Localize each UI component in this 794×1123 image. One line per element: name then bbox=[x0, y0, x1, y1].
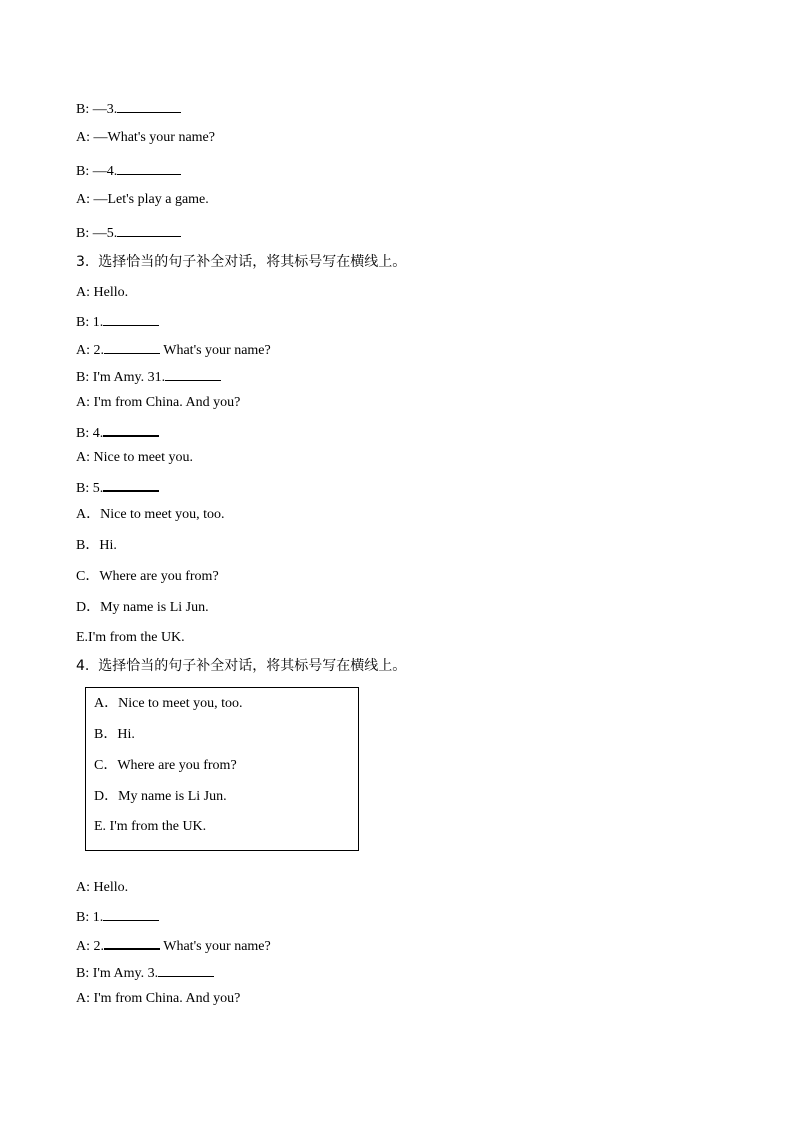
answer-blank[interactable] bbox=[103, 422, 159, 437]
s2-line-b3-text: B: —3. bbox=[76, 102, 118, 117]
s2-line-b5-text: B: —5. bbox=[76, 226, 118, 241]
q3-option-a: A．Nice to meet you, too. bbox=[76, 507, 225, 522]
q3-option-e: E.I'm from the UK. bbox=[76, 630, 185, 645]
answer-blank[interactable] bbox=[103, 907, 159, 921]
q4-b1-label: B: 1. bbox=[76, 910, 104, 925]
q4-option-c: C．Where are you from? bbox=[94, 758, 237, 773]
q3-dialogue-a-hello: A: Hello. bbox=[76, 285, 129, 300]
q3-dialogue-b-amy bbox=[76, 367, 221, 386]
q3-title: 3. 选择恰当的句子补全对话，将其标号写在横线上。 bbox=[76, 254, 407, 270]
q4-option-e: E. I'm from the UK. bbox=[94, 819, 207, 834]
q3-option-c: C．Where are you from? bbox=[76, 569, 219, 584]
answer-blank[interactable] bbox=[165, 367, 221, 381]
q3-dialogue-b1 bbox=[76, 312, 159, 331]
q3-a2-label: A: 2. bbox=[76, 343, 104, 358]
q4-dialogue-b-amy bbox=[76, 963, 214, 982]
q3-dialogue-a-nice: A: Nice to meet you. bbox=[76, 450, 194, 465]
answer-blank[interactable] bbox=[104, 935, 160, 950]
answer-blank[interactable] bbox=[103, 477, 159, 492]
s2-line-a-name: A: —What's your name? bbox=[76, 130, 215, 145]
q3-dialogue-b5 bbox=[76, 477, 159, 497]
s2-line-b4-text: B: —4. bbox=[76, 164, 118, 179]
q4-a2-label: A: 2. bbox=[76, 939, 104, 954]
answer-blank[interactable] bbox=[117, 99, 181, 113]
q3-a2-question: What's your name? bbox=[163, 343, 271, 358]
q4-option-b: B．Hi. bbox=[94, 727, 135, 742]
q3-b4-label: B: 4. bbox=[76, 426, 104, 441]
answer-blank[interactable] bbox=[117, 223, 181, 237]
q3-dialogue-a2 bbox=[76, 340, 271, 359]
q3-dialogue-b4 bbox=[76, 422, 159, 442]
q4-title: 4. 选择恰当的句子补全对话，将其标号写在横线上。 bbox=[76, 658, 407, 674]
s2-line-b4 bbox=[76, 161, 181, 180]
q4-dialogue-a2 bbox=[76, 935, 271, 955]
s2-line-b3 bbox=[76, 99, 181, 118]
answer-blank[interactable] bbox=[117, 161, 181, 175]
q3-b-amy-label: B: I'm Amy. 31. bbox=[76, 370, 166, 385]
q3-option-d: D．My name is Li Jun. bbox=[76, 600, 209, 615]
q4-option-a: A．Nice to meet you, too. bbox=[94, 696, 243, 711]
q3-b1-label: B: 1. bbox=[76, 315, 104, 330]
q4-option-d: D．My name is Li Jun. bbox=[94, 789, 227, 804]
s2-line-a-game: A: —Let's play a game. bbox=[76, 192, 209, 207]
q4-options-box bbox=[85, 687, 359, 851]
q4-dialogue-a-hello: A: Hello. bbox=[76, 880, 129, 895]
answer-blank[interactable] bbox=[104, 340, 160, 354]
q3-option-b: B．Hi. bbox=[76, 538, 117, 553]
q3-dialogue-a-china: A: I'm from China. And you? bbox=[76, 395, 241, 410]
answer-blank[interactable] bbox=[103, 312, 159, 326]
q4-dialogue-b1 bbox=[76, 907, 159, 926]
q3-b5-label: B: 5. bbox=[76, 481, 104, 496]
answer-blank[interactable] bbox=[158, 963, 214, 977]
s2-line-b5 bbox=[76, 223, 181, 242]
q4-b-amy-label: B: I'm Amy. 3. bbox=[76, 966, 159, 981]
q4-a2-question: What's your name? bbox=[163, 939, 271, 954]
q4-dialogue-a-china: A: I'm from China. And you? bbox=[76, 991, 241, 1006]
